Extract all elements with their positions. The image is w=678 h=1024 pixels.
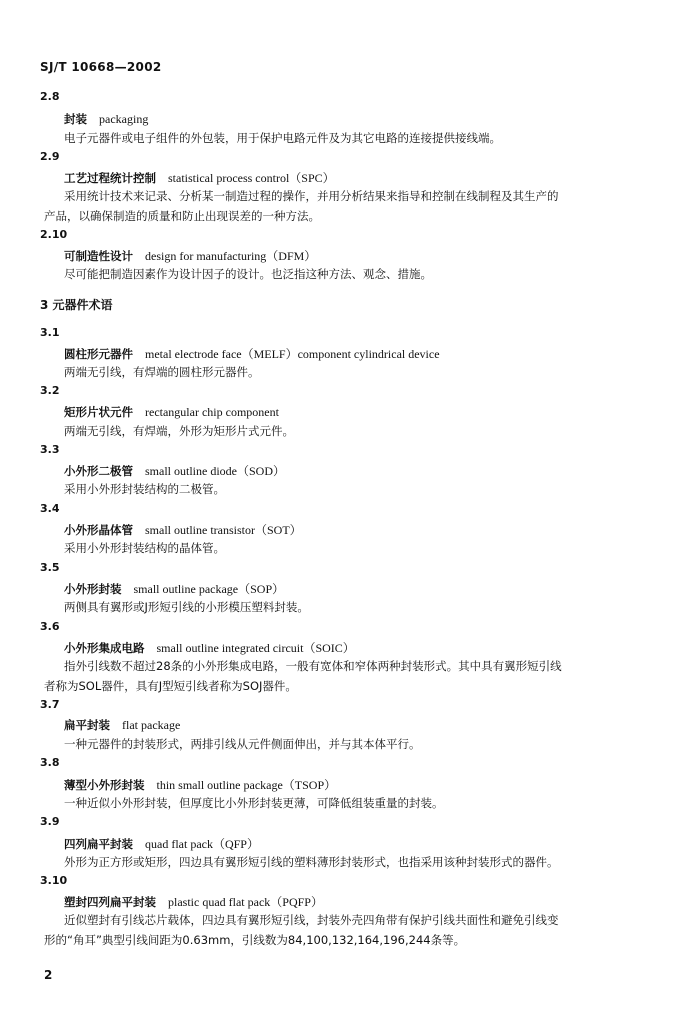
definition-line: 采用统计技术来记录、分析某一制造过程的操作，并用分析结果来指导和控制在线制程及其生产的 (64, 189, 559, 203)
clause-number: 3.9 (40, 815, 60, 828)
clause-number: 2.9 (40, 150, 60, 163)
definition-line: 形的“角耳”典型引线间距为0.63mm，引线数为84,100,132,164,196,244条等。 (44, 933, 466, 947)
definition-line: 采用小外形封装结构的二极管。 (64, 482, 225, 496)
term-en: small outline package（SOP） (133, 582, 285, 596)
term-line (64, 835, 259, 852)
page-number: 2 (44, 968, 53, 982)
clause-number: 3.1 (40, 326, 60, 339)
term-line (64, 462, 285, 479)
term-line (64, 521, 302, 538)
clause-number: 3.2 (40, 384, 60, 397)
standard-header: SJ/T 10668—2002 (40, 60, 162, 74)
term-line (64, 580, 284, 597)
term-line (64, 717, 180, 733)
term-zh: 小外形集成电路 (64, 641, 145, 655)
term-en: plastic quad flat pack（PQFP） (168, 895, 323, 909)
term-en: packaging (99, 112, 149, 126)
term-zh: 可制造性设计 (64, 249, 133, 263)
term-line (64, 639, 355, 656)
clause-number: 3.7 (40, 698, 60, 711)
term-zh: 封装 (64, 112, 87, 126)
section-heading: 3 元器件术语 (40, 298, 113, 312)
term-line (64, 404, 279, 420)
clause-number: 3.6 (40, 620, 60, 633)
term-zh: 四列扁平封装 (64, 837, 133, 851)
term-line (64, 893, 323, 910)
term-zh: 矩形片状元件 (64, 405, 133, 419)
definition-line: 指外引线数不超过28条的小外形集成电路，一般有宽体和窄体两种封装形式。其中具有翼形短引线 (64, 659, 562, 673)
definition-line: 产品，以确保制造的质量和防止出现误差的一种方法。 (44, 209, 320, 223)
term-en: statistical process control（SPC） (168, 171, 335, 185)
term-line (64, 345, 440, 362)
definition-line: 者称为SOL器件，具有J型短引线者称为SOJ器件。 (44, 679, 297, 693)
definition-line: 采用小外形封装结构的晶体管。 (64, 541, 225, 555)
term-en: quad flat pack（QFP） (145, 837, 259, 851)
term-en: design for manufacturing（DFM） (145, 249, 317, 263)
term-line (64, 247, 316, 264)
definition-line: 一种元器件的封装形式，两排引线从元件侧面伸出，并与其本体平行。 (64, 737, 421, 751)
term-zh: 扁平封装 (64, 718, 110, 732)
term-line (64, 776, 336, 793)
term-line (64, 111, 148, 127)
clause-number: 3.3 (40, 443, 60, 456)
term-zh: 小外形二极管 (64, 464, 133, 478)
definition-line: 近似塑封有引线芯片载体，四边具有翼形短引线，封装外壳四角带有保护引线共面性和避免引线变 (64, 913, 559, 927)
clause-number: 3.4 (40, 502, 60, 515)
term-en: flat package (122, 718, 181, 732)
term-line (64, 169, 335, 186)
term-en: metal electrode face（MELF）component cylindrical device (145, 347, 440, 361)
clause-number: 3.5 (40, 561, 60, 574)
definition-line: 两侧具有翼形或J形短引线的小形模压塑料封装。 (64, 600, 309, 614)
term-zh: 工艺过程统计控制 (64, 171, 156, 185)
definition-line: 两端无引线，有焊端，外形为矩形片式元件。 (64, 424, 294, 438)
clause-number: 2.10 (40, 228, 68, 241)
term-en: thin small outline package（TSOP） (156, 778, 337, 792)
definition-line: 尽可能把制造因素作为设计因子的设计。也泛指这种方法、观念、措施。 (64, 267, 432, 281)
definition-line: 一种近似小外形封装，但厚度比小外形封装更薄，可降低组装重量的封装。 (64, 796, 444, 810)
term-zh: 圆柱形元器件 (64, 347, 133, 361)
term-en: rectangular chip component (145, 405, 279, 419)
clause-number: 2.8 (40, 90, 60, 103)
definition-line: 外形为正方形或矩形，四边具有翼形短引线的塑料薄形封装形式，也指采用该种封装形式的器件。 (64, 855, 559, 869)
term-en: small outline integrated circuit（SOIC） (156, 641, 355, 655)
term-zh: 塑封四列扁平封装 (64, 895, 156, 909)
term-en: small outline diode（SOD） (145, 464, 285, 478)
clause-number: 3.8 (40, 756, 60, 769)
definition-line: 两端无引线，有焊端的圆柱形元器件。 (64, 365, 260, 379)
term-zh: 小外形封装 (64, 582, 122, 596)
term-zh: 薄型小外形封装 (64, 778, 145, 792)
definition-line: 电子元器件或电子组件的外包装，用于保护电路元件及为其它电路的连接提供接线端。 (64, 131, 501, 145)
term-zh: 小外形晶体管 (64, 523, 133, 537)
term-en: small outline transistor（SOT） (145, 523, 302, 537)
clause-number: 3.10 (40, 874, 68, 887)
